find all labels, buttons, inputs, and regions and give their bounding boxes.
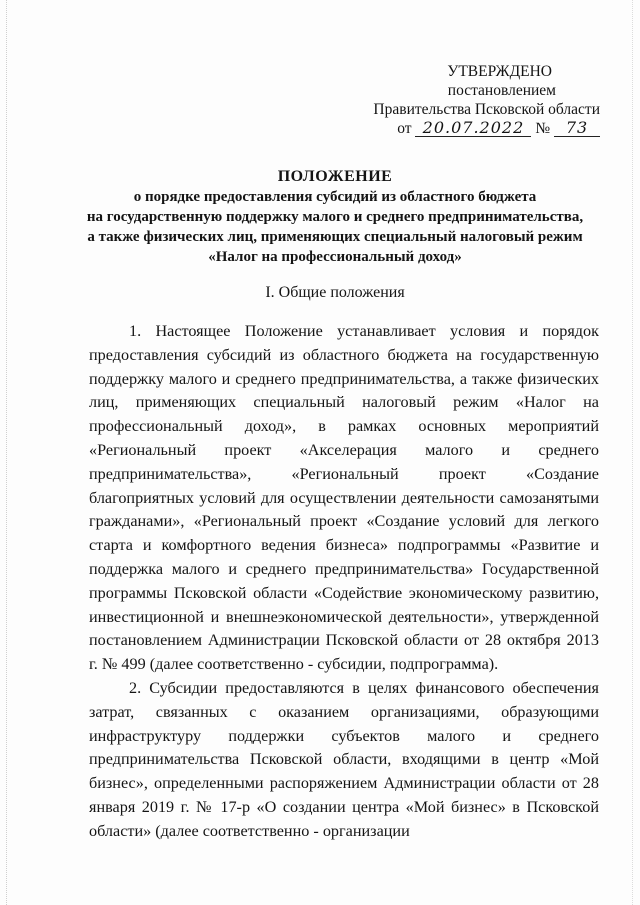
approved-by-label: постановлением bbox=[447, 82, 556, 99]
approving-authority: Правительства Псковской области bbox=[373, 101, 600, 118]
document-title bbox=[70, 167, 600, 267]
approval-number-handwritten: 73 bbox=[554, 120, 600, 137]
title-line: а также физических лиц, применяющих специальный налоговый режим bbox=[87, 229, 583, 245]
title-heading: ПОЛОЖЕНИЕ bbox=[277, 168, 393, 185]
section-heading: I. Общие положения bbox=[265, 284, 405, 301]
date-prefix: от bbox=[397, 120, 412, 137]
approval-date-line bbox=[370, 119, 600, 138]
approval-date-handwritten: 20.07.2022 bbox=[415, 120, 531, 137]
document-body bbox=[89, 320, 599, 844]
paragraph: 2. Субсидии предоставляются в целях финансового обеспечения затрат, связанных с оказанием организациями, образующими инфраструктуру поддержки субъектов малого и среднего предпринимательства Псковской области, входящими в центр «Мой бизнес», определенными распоряжением Администрации области от 28 января 2019 г. № 17-р «О создании центра «Мой бизнес» в Псковской области» (далее соответственно - организации bbox=[89, 678, 599, 840]
approval-stamp bbox=[370, 62, 600, 138]
scan-edge-right bbox=[632, 0, 634, 905]
title-line: о порядке предоставления субсидий из областного бюджета bbox=[133, 189, 537, 205]
approved-label: УТВЕРЖДЕНО bbox=[447, 63, 552, 80]
scan-edge-left bbox=[6, 0, 8, 905]
paragraph: 1. Настоящее Положение устанавливает условия и порядок предоставления субсидий из областного бюджета на государственную поддержку малого и среднего предпринимательства, а также физических лиц, применяющих специальный налоговый режим «Налог на профессиональный доход», в рамках основных мероприятий «Региональный проект «Акселерация малого и среднего предпринимательства», «Региональный проект «Создание благоприятных условий для осуществлении деятельности самозанятыми гражданами», «Региональный проект «Создание условий для легкого старта и комфортного ведения бизнеса» подпрограммы «Развитие и поддержка малого и среднего предпринимательства» Государственной программы Псковской области «Содействие экономическому развитию, инвестиционной и внешнеэкономической деятельности», утвержденной постановлением Администрации Псковской области от 28 октября 2013 г. № 499 (далее соответственно - субсидии, подпрограмма). bbox=[89, 322, 599, 674]
number-prefix: № bbox=[535, 120, 551, 137]
title-line: на государственную поддержку малого и среднего предпринимательства, bbox=[86, 209, 584, 225]
title-line: «Налог на профессиональный доход» bbox=[208, 249, 462, 265]
